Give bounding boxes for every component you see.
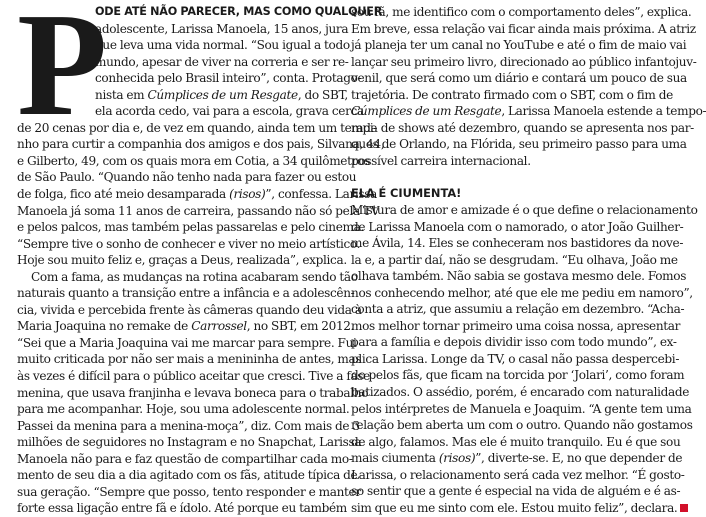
text-line: Passei da menina para a menina-moça”, diz. Com mais de 3: [17, 418, 360, 433]
column-right-text-top: [351, 4, 706, 169]
text-line: so sentir que a gente é especial na vida de alguém e é as-: [351, 484, 681, 499]
text-line: Larissa, o relacionamento será cada vez melhor. “É gosto-: [351, 467, 685, 482]
text-line: Com a fama, as mudanças na rotina acabaram sendo tão: [31, 269, 358, 284]
text-line: olhava também. Não sabia se gostava mesmo dele. Fomos: [351, 269, 687, 284]
text-line: conta a atriz, que assumiu a relação em dezembro. “Acha-: [351, 302, 685, 317]
text-line: naturais quanto a transição entre a infância e a adolescên-: [17, 286, 355, 301]
text-line: possível carreira internacional.: [351, 153, 531, 168]
text-line: e Gilberto, 49, com os quais mora em Cotia, a 34 quilômetros: [17, 153, 370, 168]
text-line: adolescente, Larissa Manoela, 15 anos, jura: [95, 21, 349, 36]
column-right: [351, 4, 706, 516]
text-line: às vezes é difícil para o público aceitar que cresci. Tive a fase: [17, 369, 370, 384]
text-line: sim que eu me sinto com ele. Estou muito feliz”, declara.: [351, 500, 658, 517]
drop-cap: P: [17, 0, 108, 147]
text-line: “Sempre tive o sonho de conhecer e viver no meio artístico.: [17, 236, 361, 251]
lead-caps: ODE ATÉ NÃO PARECER, MAS COMO QUALQUER: [95, 5, 383, 18]
text-line: cia, vivida e percebida frente às câmeras quando deu vida à: [17, 302, 362, 317]
text-line: trajetória. De contrato firmado com o SBT, com o fim de: [351, 87, 673, 102]
text-line: de algo, falamos. Mas ele é muito tranquilo. Eu é que sou: [351, 434, 681, 449]
text-line: de São Paulo. “Quando não tenho nada para fazer ou estou: [17, 170, 357, 185]
text-line: Mistura de amor e amizade é o que define o relacionamento: [351, 203, 698, 218]
end-mark-icon: [680, 504, 688, 512]
text-line: de 20 cenas por dia e, de vez em quando, ainda tem um tempi-: [17, 120, 378, 135]
text-line: muito criticada por não ser mais a menininha de antes, mas: [17, 352, 362, 367]
text-line: forte essa ligação entre fã e ídolo. Até porque eu também: [17, 501, 347, 516]
text-line: que leva uma vida normal. “Sou igual a todo: [95, 38, 350, 53]
column-right-text-bottom: [351, 202, 698, 516]
text-line: e pelos palcos, mas também pelas passarelas e pelo cinema.: [17, 220, 365, 235]
section-subhead: ELA É CIUMENTA!: [351, 186, 462, 201]
text-line: “Sei que a Maria Joaquina vai me marcar para sempre. Fui: [17, 335, 357, 350]
text-line: conhecida pelo Brasil inteiro”, conta. Protago-: [95, 71, 362, 86]
text-line: menina, que usava franjinha e levava boneca para o trabalho: [17, 385, 369, 400]
text-line: de folga, fico até meio desamparada (risos)”, confessa. Larissa: [17, 187, 377, 202]
column-left: [17, 0, 385, 517]
text-line: Hoje sou muito feliz e, graças a Deus, realizada”, explica.: [17, 253, 347, 268]
text-line: mundo, apesar de viver na correria e ser re-: [95, 54, 349, 69]
text-line: ela acorda cedo, vai para a escola, grava cerca: [95, 104, 364, 119]
text-line: Manoela já soma 11 anos de carreira, passando não só pela TV: [17, 203, 380, 218]
text-line: milhões de seguidores no Instagram e no Snapchat, Larissa: [17, 435, 362, 450]
text-line: venil, que será como um diário e contará um pouco de sua: [351, 71, 687, 86]
text-line: Manoela não para e faz questão de compartilhar cada mo-: [17, 451, 353, 466]
text-line: lançar seu primeiro livro, direcionado ao público infantojuv-: [351, 54, 697, 69]
text-line: Cúmplices de um Resgate, Larissa Manoela estende a tempo-: [351, 104, 706, 119]
text-line: mos melhor tornar primeiro uma coisa nossa, apresentar: [351, 318, 681, 333]
text-line: pelos intérpretes de Manuela e Joaquim. “A gente tem uma: [351, 401, 692, 416]
text-line: para me acompanhar. Hoje, sou uma adolescente normal.: [17, 402, 350, 417]
text-line: mento de seu dia a dia agitado com os fãs, atitude típica de: [17, 468, 358, 483]
text-line: mais ciumenta (risos)”, diverte-se. E, no que depender de: [351, 451, 683, 466]
text-line: batizados. O assédio, porém, é encarado com naturalidade: [351, 385, 690, 400]
text-line: nos conhecendo melhor, até que ele me pediu em namoro”,: [351, 285, 693, 300]
text-line: la e, a partir daí, não se desgrudam. “Eu olhava, João me: [351, 252, 678, 267]
text-line: ques de Orlando, na Flórida, seu primeiro passo para uma: [351, 137, 687, 152]
text-line: rada de shows até dezembro, quando se apresenta nos par-: [351, 120, 694, 135]
text-line: relação bem aberta um com o outro. Quando não gostamos: [351, 418, 693, 433]
section-gap: [351, 169, 658, 185]
text-line: de Larissa Manoela com o namorado, o ator João Guilher-: [351, 219, 684, 234]
text-line: sua geração. “Sempre que posso, tento responder e manter: [17, 484, 361, 499]
text-line: nho para curtir a companhia dos amigos e dos pais, Silvana, 44,: [17, 137, 385, 152]
text-line: sou fã, me identifico com o comportamento deles”, explica.: [351, 5, 692, 19]
text-line: nista em Cúmplices de um Resgate, do SBT,: [95, 87, 348, 102]
text-line: me Ávila, 14. Eles se conheceram nos bastidores da nove-: [351, 236, 684, 251]
text-line: plica Larissa. Longe da TV, o casal não passa despercebi-: [351, 351, 680, 366]
text-line: Maria Joaquina no remake de Carrossel, no SBT, em 2012.: [17, 319, 355, 334]
text-line: já planeja ter um canal no YouTube e até o fim de maio vai: [351, 38, 687, 53]
text-line: do pelos fãs, que ficam na torcida por ‘Jolari’, como foram: [351, 368, 685, 383]
text-line: Em breve, essa relação vai ficar ainda mais próxima. A atriz: [351, 21, 696, 36]
text-line: para a família e depois dividir isso com todo mundo”, ex-: [351, 335, 677, 350]
